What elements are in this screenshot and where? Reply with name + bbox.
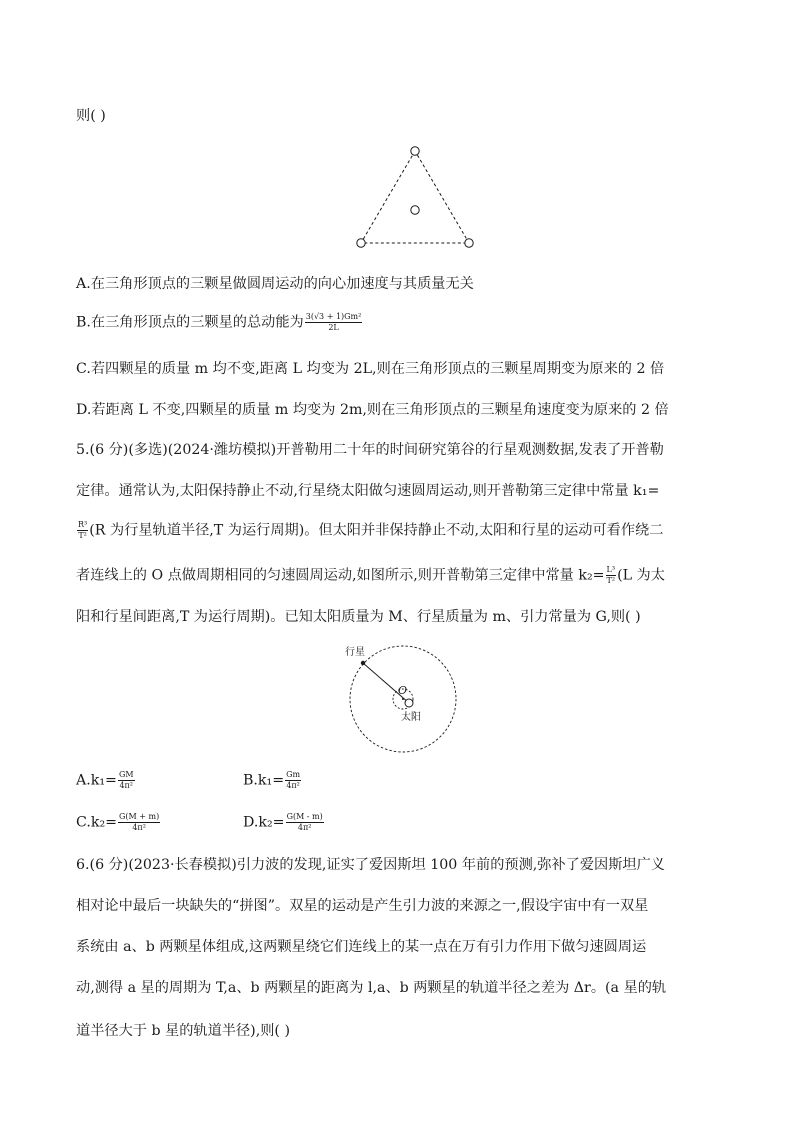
- planet-label: 行星: [345, 647, 365, 658]
- planet-sun-line: [363, 663, 409, 703]
- option-4a: A.在三角形顶点的三颗星做圆周运动的向心加速度与其质量无关: [76, 276, 474, 292]
- fraction-energy: $\frac{\text{3(√3 + 1)Gm²}}{2L}$: [305, 312, 362, 332]
- option-4d: D.若距离 L 不变,四颗星的质量 m 均变为 2m,则在三角形顶点的三颗星角速度变为原来的 2 倍: [76, 402, 669, 418]
- q6-line2: 相对论中最后一块缺失的“拼图”。双星的运动是产生引力波的来源之一,假设宇宙中有一双星: [76, 898, 649, 914]
- sun-label: 太阳: [401, 712, 421, 723]
- center-point-o: [402, 698, 404, 700]
- orbit-figure: [342, 640, 462, 756]
- sun-marker: [405, 699, 413, 707]
- q5-line1: 5.(6 分)(多选)(2024·潍坊模拟)开普勒用二十年的时间研究第谷的行星观测数据,发表了开普勒: [76, 442, 664, 458]
- q6-line4: 动,测得 a 星的周期为 T,a、b 两颗星的距离为 l,a、b 两颗星的轨道半径之差为 Δr。(a 星的轨: [76, 980, 667, 996]
- q6-line3: 系统由 a、b 两颗星体组成,这两颗星绕它们连线上的某一点在万有引力作用下做匀速圆周运: [76, 939, 647, 955]
- triangle-stars-figure: [350, 143, 480, 251]
- option-4c: C.若四颗星的质量 m 均不变,距离 L 均变为 2L,则在三角形顶点的三颗星周期变为原来的 2 倍: [76, 361, 665, 377]
- option-5a: A.k₁= $\frac{GM}{\text{4π²}}$: [76, 770, 134, 790]
- question-bracket-line: 则( ): [76, 108, 106, 124]
- star-bottom-right: [465, 239, 473, 247]
- q5-line5: 阳和行星间距离,T 为运行周期)。已知太阳质量为 M、行星质量为 m、引力常量为 G,则( ): [76, 609, 641, 625]
- fraction-k2: $\frac{\text{L³}}{\text{T²}}$: [606, 565, 616, 585]
- option-5d: D.k₂= $\frac{G(M - m)}{\text{4π²}}$: [243, 812, 323, 832]
- q5-line4: 者连线上的 O 点做周期相同的匀速圆周运动,如图所示,则开普勒第三定律中常量 k₂= $\frac{\text{L³}}{\text{T²}}$ (L 为太: [76, 565, 665, 585]
- option-5b: B.k₁= $\frac{Gm}{\text{4π²}}$: [243, 770, 301, 790]
- q5-line2: 定律。通常认为,太阳保持静止不动,行星绕太阳做匀速圆周运动,则开普勒第三定律中常量 k₁=: [76, 483, 660, 499]
- option-5c: C.k₂= $\frac{G(M + m)}{\text{4π²}}$: [76, 812, 160, 832]
- fraction-k1: $\frac{\text{R³}}{\text{T²}}$: [78, 520, 88, 540]
- star-bottom-left: [357, 239, 365, 247]
- q6-line5: 道半径大于 b 星的轨道半径),则( ): [76, 1023, 290, 1039]
- planet-marker: [361, 661, 365, 665]
- q6-line1: 6.(6 分)(2023·长春模拟)引力波的发现,证实了爱因斯坦 100 年前的预测,弥补了爱因斯坦广义: [76, 857, 665, 873]
- o-label: O: [398, 684, 408, 697]
- star-top: [411, 147, 419, 155]
- q5-line3: $\frac{\text{R³}}{\text{T²}}$ (R 为行星轨道半径,T 为运行周期)。但太阳并非保持静止不动,太阳和行星的运动可看作绕二: [78, 520, 664, 540]
- option-4b: B.在三角形顶点的三颗星的总动能为 $\frac{\text{3(√3 + 1)Gm²}}{2L}$: [76, 312, 362, 332]
- triangle-dashed-outline: [361, 151, 469, 243]
- star-center: [411, 206, 419, 214]
